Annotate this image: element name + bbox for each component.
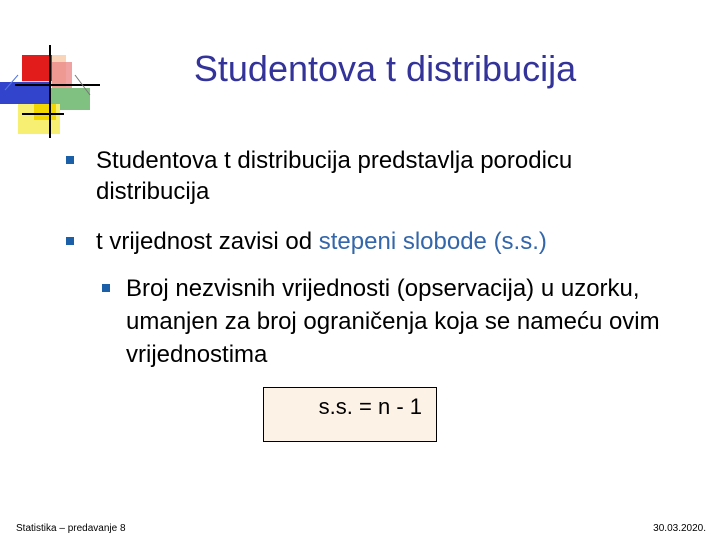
sub-bullet-text: Broj nezvisnih vrijednosti (opservacija) u uzorku, umanjen za broj ograničenja koja se nameću ovim vrijednostima — [126, 275, 660, 368]
footer-date: 30.03.2020. — [653, 523, 706, 534]
bullet-text: Studentova t distribucija predstavlja porodicu distribucija — [96, 147, 573, 205]
bullet-marker-icon — [66, 237, 74, 245]
bullet-highlight-text: stepeni slobode (s.s.) — [318, 228, 547, 255]
bullet-item — [66, 145, 666, 207]
footer-course-label: Statistika – predavanje 8 — [16, 523, 126, 534]
sub-bullet-marker-icon — [102, 284, 110, 292]
bullet-item — [66, 226, 666, 257]
bullet-marker-icon — [66, 156, 74, 164]
slide-logo-graphic — [0, 0, 110, 140]
sub-bullet-item — [102, 272, 702, 371]
formula-text: s.s. = n - 1 — [318, 394, 422, 419]
formula-box — [263, 387, 437, 442]
bullet-text: t vrijednost zavisi od — [96, 228, 319, 255]
slide-title: Studentova t distribucija — [193, 48, 577, 89]
